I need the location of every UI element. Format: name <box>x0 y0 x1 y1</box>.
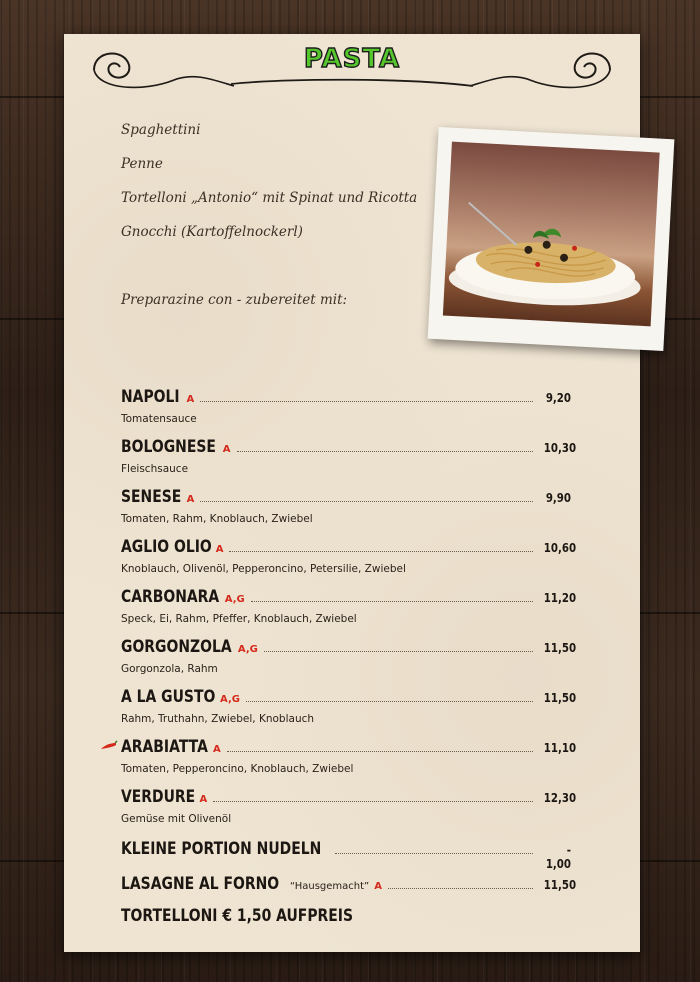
leader-dots <box>229 537 533 552</box>
item-name: NAPOLI <box>121 387 180 407</box>
menu-item-senese <box>121 487 571 525</box>
page-title: PASTA <box>303 44 401 74</box>
allergen-code: A <box>374 881 382 892</box>
item-price: 11,10 <box>543 741 577 755</box>
item-description: Fleischsauce <box>121 463 189 475</box>
item-price: 9,90 <box>545 491 571 505</box>
item-name: GORGONZOLA <box>121 637 232 657</box>
pasta-dish-photo <box>428 127 675 351</box>
extra-small-portion <box>121 839 571 871</box>
item-name: SENESE <box>121 487 182 507</box>
menu-item-a-la-gusto <box>121 687 577 725</box>
item-name: BOLOGNESE <box>121 437 216 457</box>
item-description: Gorgonzola, Rahm <box>121 663 218 675</box>
menu-item-carbonara <box>121 587 577 625</box>
menu-item-gorgonzola <box>121 637 577 675</box>
item-price: 11,50 <box>543 691 577 705</box>
item-price: 11,20 <box>543 591 577 605</box>
pasta-plate-illustration <box>443 142 660 327</box>
leader-dots <box>200 487 533 502</box>
item-name: LASAGNE AL FORNO <box>121 874 280 894</box>
chili-pepper-icon <box>100 740 118 750</box>
pasta-type-penne: Penne <box>121 156 163 172</box>
item-description: Tomatensauce <box>121 413 197 425</box>
allergen-code: A,G <box>224 594 245 605</box>
menu-item-arabiatta <box>121 737 577 775</box>
leader-dots <box>388 874 533 889</box>
item-price: 11,50 <box>543 641 577 655</box>
item-description: Speck, Ei, Rahm, Pfeffer, Knoblauch, Zwiebel <box>121 613 357 625</box>
item-name: A LA GUSTO <box>121 687 216 707</box>
item-price: 10,60 <box>543 541 577 555</box>
allergen-code: A,G <box>220 694 240 705</box>
item-name: CARBONARA <box>121 587 220 607</box>
allergen-code: A <box>215 544 224 555</box>
item-description: Tomaten, Pepperoncino, Knoblauch, Zwiebel <box>121 763 354 775</box>
pasta-type-tortelloni: Tortelloni „Antonio“ mit Spinat und Ricotta <box>121 190 418 206</box>
item-name: VERDURE <box>121 787 196 807</box>
preparation-note: Preparazine con - zubereitet mit: <box>121 292 348 308</box>
leader-dots <box>237 437 534 452</box>
item-price: 12,30 <box>543 791 577 805</box>
item-qualifier: “Hausgemacht” <box>289 881 370 892</box>
item-price: 11,50 <box>543 878 577 892</box>
leader-dots <box>227 737 533 752</box>
item-description: Rahm, Truthahn, Zwiebel, Knoblauch <box>121 713 315 725</box>
allergen-code: A <box>186 494 195 505</box>
title-underline-ornament <box>229 76 475 90</box>
leader-dots <box>251 587 533 602</box>
leader-dots <box>264 637 533 652</box>
tortelloni-surcharge-note: TORTELLONI € 1,50 AUFPREIS <box>121 906 354 926</box>
pasta-type-spaghettini: Spaghettini <box>121 122 201 138</box>
menu-item-napoli <box>121 387 571 425</box>
item-description: Tomaten, Rahm, Knoblauch, Zwiebel <box>121 513 313 525</box>
menu-item-bolognese <box>121 437 577 475</box>
allergen-code: A <box>222 444 231 455</box>
item-price: 9,20 <box>545 391 571 405</box>
item-name: AGLIO OLIO <box>121 537 212 557</box>
item-name: KLEINE PORTION NUDELN <box>121 839 322 859</box>
item-name: ARABIATTA <box>121 737 208 757</box>
allergen-code: A,G <box>237 644 258 655</box>
leader-dots <box>335 839 533 854</box>
leader-dots <box>246 687 533 702</box>
allergen-code: A <box>212 744 221 755</box>
allergen-code: A <box>199 794 208 805</box>
extra-lasagne-al-forno <box>121 874 577 898</box>
item-price: - 1,00 <box>545 843 571 871</box>
pasta-type-gnocchi: Gnocchi (Kartoffelnockerl) <box>121 224 303 240</box>
menu-item-aglio-olio <box>121 537 577 575</box>
item-description: Knoblauch, Olivenöl, Pepperoncino, Petersilie, Zwiebel <box>121 563 406 575</box>
menu-item-verdure <box>121 787 577 825</box>
leader-dots <box>213 787 533 802</box>
item-description: Gemüse mit Olivenöl <box>121 813 232 825</box>
item-price: 10,30 <box>543 441 577 455</box>
leader-dots <box>200 387 533 402</box>
allergen-code: A <box>186 394 195 405</box>
